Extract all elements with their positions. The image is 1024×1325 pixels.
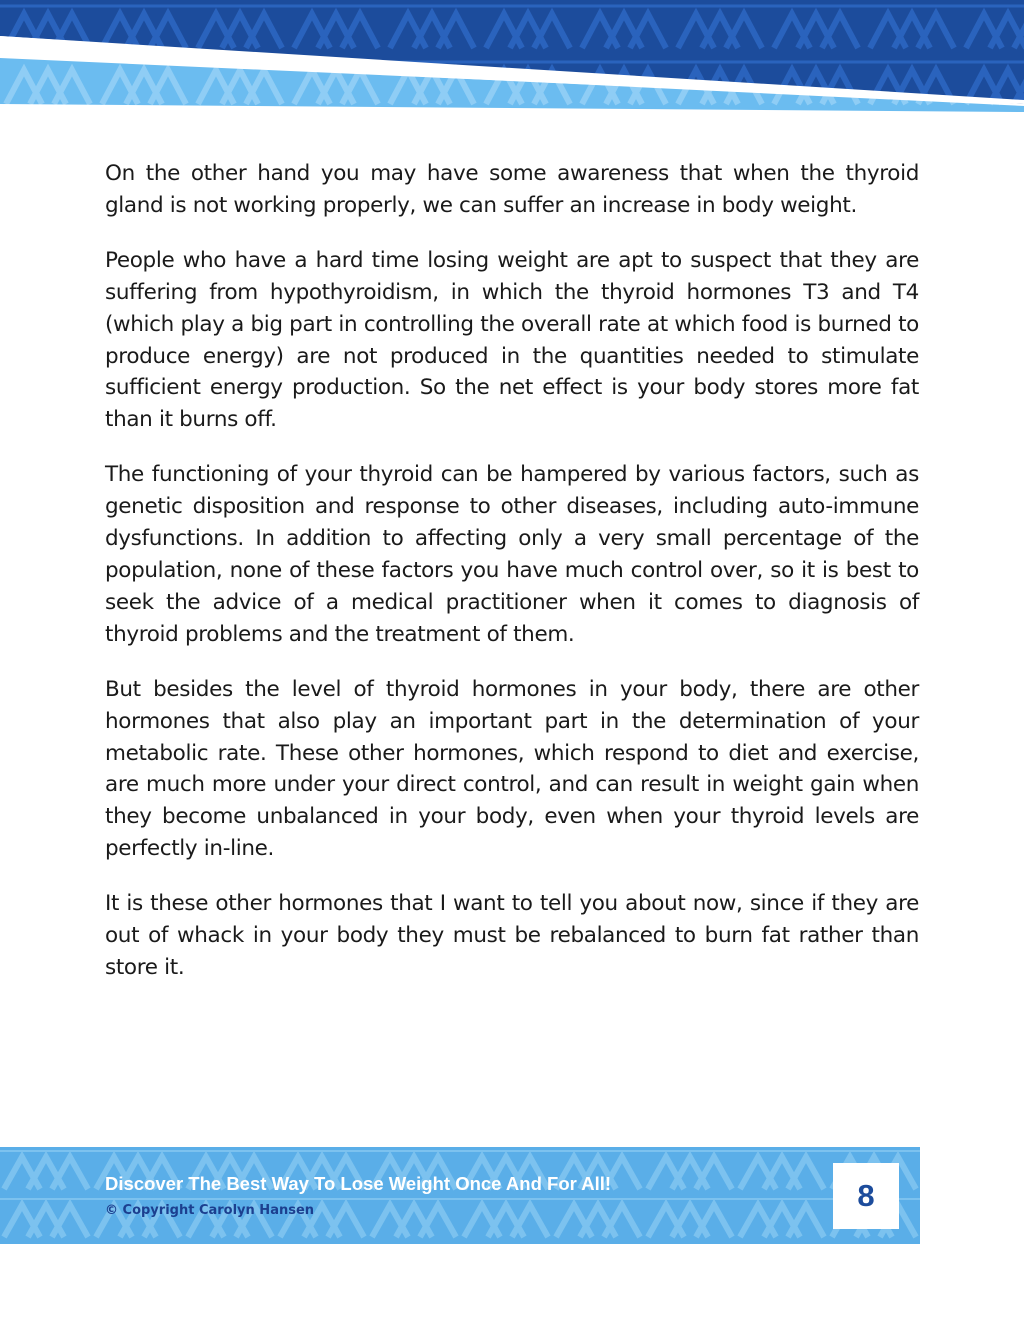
- header-banner: [0, 0, 1024, 112]
- paragraph-4: But besides the level of thyroid hormones in your body, there are other hormones that also play an important part in the determination of your metabolic rate. These other hormones, which respond to diet and exercise, are much more under your direct control, and can result in weight gain when they become unbalanced in your body, even when your thyroid levels are perfectly in-line.: [105, 676, 919, 862]
- footer-banner: [0, 1147, 920, 1244]
- footer-copyright: © Copyright Carolyn Hansen: [105, 1203, 315, 1218]
- article-body: [105, 158, 919, 1007]
- paragraph-2: People who have a hard time losing weight are apt to suspect that they are suffering from hypothyroidism, in which the thyroid hormones T3 and T4 (which play a big part in controlling the overall rate at which food is burned to produce energy) are not produced in the quantities needed to stimulate sufficient energy production. So the net effect is your body stores more fat than it burns off.: [105, 247, 919, 433]
- paragraph-5: It is these other hormones that I want to tell you about now, since if they are out of whack in your body they must be rebalanced to burn fat rather than store it.: [105, 891, 919, 980]
- paragraph-1: On the other hand you may have some awareness that when the thyroid gland is not working properly, we can suffer an increase in body weight.: [105, 161, 919, 218]
- page-number-box: [833, 1163, 899, 1229]
- header-pattern-graphic: [0, 0, 1024, 112]
- page-number: 8: [857, 1178, 875, 1213]
- paragraph-3: The functioning of your thyroid can be hampered by various factors, such as genetic disposition and response to other diseases, including auto-immune dysfunctions. In addition to affecting only a very small percentage of the population, none of these factors you have much control over, so it is best to seek the advice of a medical practitioner when it comes to diagnosis of thyroid problems and the treatment of them.: [105, 462, 919, 647]
- footer-title: Discover The Best Way To Lose Weight Once And For All!: [105, 1173, 612, 1194]
- footer-pattern-graphic: [0, 1147, 920, 1244]
